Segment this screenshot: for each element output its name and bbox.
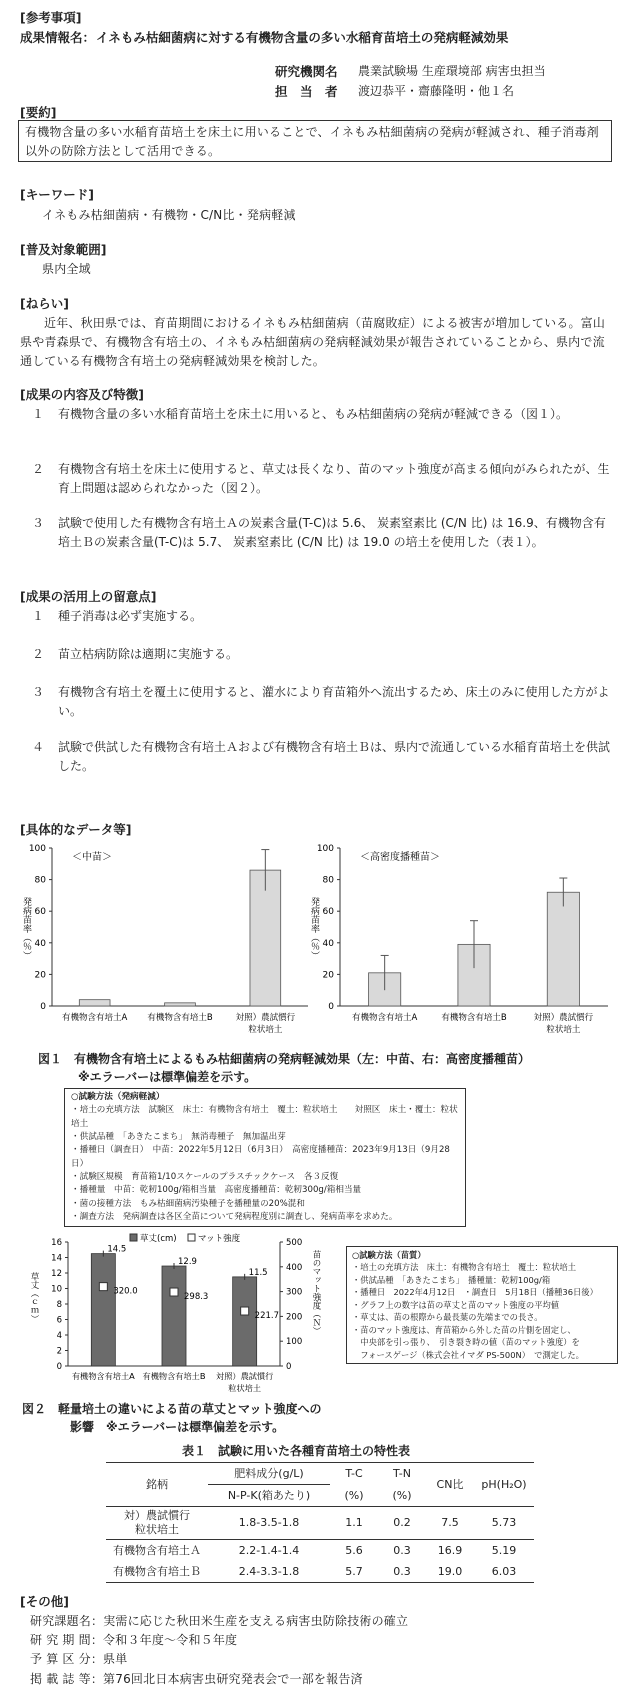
- y-axis-label: 発病苗率（％）: [309, 897, 319, 960]
- other-label: 予 算 区 分：: [30, 1652, 104, 1667]
- legend-swatch: [130, 1234, 137, 1241]
- results-item-3: [32, 514, 612, 551]
- table-row: [106, 1561, 534, 1583]
- y-tick-label: 80: [322, 875, 334, 886]
- y-tick-label: 20: [34, 970, 46, 981]
- fig2-method-line: ・苗のマット強度は、育苗箱から外した苗の片側を固定し、: [352, 1324, 576, 1335]
- org-label: 研究機関名: [275, 64, 338, 79]
- aim-text: 近年、秋田県では、育苗期間におけるイネもみ枯細菌病（苗腐敗症）による被害が増加している。富山県や青森県で、有機物含有培土の、イネもみ枯細菌病の発病軽減効果が報告されていることから、県内で流通している有機物含有培土の発病軽減効果を検討した。: [20, 316, 606, 369]
- y2-tick-label: 200: [286, 1312, 303, 1323]
- x-tick-label: 対照）農試慣行: [216, 1371, 274, 1381]
- y-tick-label: 0: [40, 1002, 46, 1012]
- notes-item-3: [32, 683, 612, 720]
- table1-cell-tn: 0.2: [393, 1516, 411, 1530]
- fig2-method-line: ・草丈は、苗の根際から最長葉の先端までの長さ。: [352, 1312, 543, 1323]
- other-label: 掲 載 誌 等：: [30, 1671, 104, 1686]
- table1-header-fert: 肥料成分(g/L): [208, 1463, 330, 1485]
- y-tick-label: 60: [34, 907, 46, 918]
- table1-header-ph: pH(H₂O): [481, 1478, 527, 1492]
- table1-cell-ph: 6.03: [491, 1564, 517, 1578]
- y-tick-label: 0: [328, 1002, 334, 1012]
- other-lines: [30, 1612, 408, 1689]
- title-label: 成果情報名：: [20, 30, 96, 45]
- other-label: 研 究 期 間：: [30, 1633, 104, 1648]
- y-tick-label: 8: [56, 1300, 62, 1310]
- table1-caption: 表１ 試験に用いた各種育苗培土の特性表: [182, 1444, 411, 1458]
- fig2-method-line: ・播種日 2022年4月12日 ・調査日 5月18日（播種36日後）: [352, 1287, 598, 1298]
- bar: [165, 1003, 196, 1006]
- fig1-caption-note: ※エラーバーは標準偏差を示す。: [78, 1070, 257, 1084]
- summary-heading: [要約]: [20, 105, 57, 120]
- y-tick-label: 16: [51, 1238, 62, 1248]
- table1-cell-tc: 5.6: [345, 1543, 363, 1557]
- x-tick-label: 有機物含有培土B: [142, 1371, 206, 1381]
- table1-cell-name-line1: 対）農試慣行: [124, 1509, 190, 1523]
- y-tick-label: 100: [316, 844, 334, 854]
- summary-box: [18, 120, 612, 162]
- table1-header-tn: T-N: [393, 1467, 411, 1481]
- summary-text: 有機物含量の多い水稲育苗培土を床土に用いることで、イネもみ枯細菌病の発病が軽減され、種子消毒剤以外の防除方法として活用できる。: [25, 125, 599, 159]
- table1-cell-tc: 5.7: [345, 1564, 363, 1578]
- results-item-text: 有機物含有培土を床土に使用すると、草丈は長くなり、苗のマット強度が高まる傾向がみられたが、生育上問題は認められなかった（図２）。: [58, 462, 610, 495]
- table1-cell-ph: 5.19: [491, 1543, 517, 1557]
- fig1-method-line: ・試験区規模 育苗箱1/10スケールのプラスチックケース 各３反復: [71, 1171, 339, 1182]
- other-value: 実需に応じた秋田米生産を支える病害虫防除技術の確立: [103, 1614, 409, 1628]
- keywords-heading: [キーワード]: [20, 187, 94, 202]
- bar: [162, 1266, 186, 1366]
- other-label: 研究課題名：: [30, 1614, 104, 1628]
- table1-header-name: 銘柄: [146, 1478, 168, 1492]
- fig2-method-title: ○試験方法（苗質）: [352, 1250, 426, 1260]
- results-item-2: [32, 460, 612, 497]
- x-tick-label: 有機物含有培土B: [147, 1013, 213, 1023]
- marker: [170, 1288, 178, 1296]
- other-value: 県単: [103, 1652, 128, 1667]
- data-label: 12.9: [178, 1257, 197, 1268]
- notes-item-1: [32, 607, 612, 626]
- y2-tick-label: 400: [286, 1262, 303, 1273]
- y-axis-label: 草丈（ｃｍ）: [29, 1272, 39, 1323]
- page-title: イネもみ枯細菌病に対する有機物含量の多い水稲育苗培土の発病軽減効果: [96, 30, 509, 45]
- other-value: 第76回北日本病害虫研究発表会で一部を報告済: [103, 1671, 363, 1686]
- notes-item-text: 有機物含有培土を覆土に使用すると、灌水により育苗箱外へ流出するため、床土のみに使用した方がよい。: [58, 685, 610, 718]
- y-tick-label: 40: [322, 938, 334, 949]
- y-tick-label: 10: [51, 1284, 62, 1295]
- data-heading: [具体的なデータ等]: [20, 822, 132, 837]
- keywords-text: イネもみ枯細菌病・有機物・C/N比・発病軽減: [42, 208, 296, 222]
- y2-tick-label: 300: [286, 1287, 303, 1298]
- x-tick-label: 対照）農試慣行: [533, 1013, 594, 1023]
- notes-heading: [成果の活用上の留意点]: [20, 589, 157, 604]
- bar: [547, 892, 579, 1006]
- y-tick-label: 0: [56, 1362, 62, 1372]
- fig2-method-line: フォースゲージ（株式会社イマダ PS-500N） で測定した。: [352, 1349, 584, 1360]
- results-item-text: 試験で使用した有機物含有培土Ａの炭素含量(T-C)は 5.6、 炭素窒素比 (C/N 比) は 16.9、有機物含有培土Ｂの炭素含量(T-C)は 5.7、 炭素窒素比 (C/N 比) は 19.0 の培土を使用した（表１）。: [58, 516, 606, 549]
- notes-item-2: [32, 645, 612, 664]
- org-name: 農業試験場 生産環境部 病害虫担当: [358, 64, 546, 78]
- data-label: 298.3: [184, 1292, 209, 1303]
- scope-heading: [普及対象範囲]: [20, 242, 107, 257]
- table1-cell-tc: 1.1: [345, 1516, 363, 1530]
- fig1-method-line: ・播種量 中苗：乾籾100g/箱相当量 高密度播種苗：乾籾300g/箱相当量: [71, 1185, 362, 1196]
- table1-cell-fert: 2.2-1.4-1.4: [238, 1543, 300, 1557]
- results-item-number: ３: [32, 516, 45, 530]
- fig2-caption-note: 影響 ※エラーバーは標準偏差を示す。: [70, 1420, 285, 1434]
- bar: [91, 1254, 115, 1366]
- table1-cell-fert: 1.8-3.5-1.8: [238, 1516, 300, 1530]
- person-label: 担 当 者: [275, 84, 338, 99]
- table1-cell-cn: 19.0: [437, 1564, 463, 1578]
- y-tick-label: 40: [34, 938, 46, 949]
- y-tick-label: 60: [322, 907, 334, 918]
- notes-item-number: ４: [32, 740, 45, 754]
- person-names: 渡辺恭平・齋藤隆明・他１名: [358, 84, 515, 98]
- y-tick-label: 100: [28, 844, 46, 854]
- results-item-text: 有機物含量の多い水稲育苗培土を床土に用いると、もみ枯細菌病の発病が軽減できる（図１）。: [58, 407, 569, 421]
- data-label: 320.0: [113, 1286, 138, 1297]
- y-tick-label: 2: [56, 1346, 62, 1357]
- table1-cell-cn: 16.9: [437, 1543, 463, 1557]
- notes-item-text: 苗立枯病防除は適期に実施する。: [58, 647, 239, 661]
- y-tick-label: 80: [34, 875, 46, 886]
- results-item-number: ２: [32, 462, 45, 476]
- fig1-method-line: ・培土の充填方法 試験区 床土：有機物含有培土 覆土：粒状培土 対照区 床土・覆土：粒状培土: [71, 1105, 458, 1129]
- marker: [241, 1307, 249, 1315]
- fig1-method-box: [64, 1088, 466, 1227]
- y-tick-label: 4: [56, 1331, 62, 1341]
- results-heading: [成果の内容及び特徴]: [20, 387, 144, 402]
- y-tick-label: 14: [51, 1253, 62, 1264]
- x-tick-label: 粒状培土: [546, 1025, 581, 1035]
- y-tick-label: 12: [51, 1269, 62, 1279]
- table1-cell-tn: 0.3: [393, 1543, 411, 1557]
- fig1-chart-left: [18, 838, 318, 1043]
- x-tick-label: 有機物含有培土A: [62, 1013, 128, 1023]
- table1-header-tc: T-C: [345, 1467, 363, 1481]
- y-tick-label: 6: [56, 1315, 62, 1326]
- table1-header-fert-sub: N-P-K(箱あたり): [227, 1489, 311, 1503]
- table-row: [106, 1539, 534, 1561]
- notes-item-number: ２: [32, 647, 45, 661]
- y2-tick-label: 0: [286, 1362, 292, 1372]
- data-label: 221.7: [254, 1311, 280, 1322]
- bar: [79, 1000, 110, 1006]
- table1-cell-ph: 5.73: [491, 1516, 517, 1530]
- table1-header-tn-unit: (%): [392, 1488, 412, 1502]
- fig1-caption: 図１ 有機物含有培土によるもみ枯細菌病の発病軽減効果（左：中苗、右：高密度播種苗）: [38, 1052, 531, 1066]
- data-label: 14.5: [107, 1244, 127, 1255]
- table1-cell-name-line2: 粒状培土: [135, 1522, 179, 1536]
- other-value: 令和３年度～令和５年度: [103, 1633, 238, 1648]
- fig2-method-line: ・培土の充填方法 床土：有機物含有培土 覆土：粒状培土: [352, 1262, 577, 1273]
- notes-item-number: ３: [32, 685, 45, 699]
- fig1-method-line: ・調査方法 発病調査は各区全苗について発病程度別に調査し、発病苗率を求めた。: [71, 1211, 398, 1222]
- y-axis-label: 発病苗率（％）: [21, 897, 31, 960]
- legend-label: 草丈(cm): [140, 1234, 177, 1244]
- reference-tag: [参考事項]: [20, 10, 82, 25]
- legend-swatch: [188, 1234, 195, 1241]
- table1: [106, 1462, 534, 1583]
- chart-title: ＜高密度播種苗＞: [360, 852, 440, 863]
- fig2-method-line: 中央部を引っ張り、 引き裂き時の値（苗のマット強度）を: [352, 1337, 580, 1348]
- other-heading: [その他]: [20, 1594, 69, 1609]
- chart-title: ＜中苗＞: [72, 852, 112, 863]
- table-row: [106, 1507, 534, 1540]
- y-tick-label: 20: [322, 970, 334, 981]
- notes-item-4: [32, 738, 612, 775]
- notes-item-text: 種子消毒は必ず実施する。: [58, 609, 203, 623]
- fig1-method-line: ・菌の接種方法 もみ枯細菌病汚染種子を播種量の20%混和: [71, 1198, 305, 1209]
- y2-tick-label: 100: [286, 1337, 303, 1348]
- notes-item-number: １: [32, 609, 45, 623]
- fig2-caption: 図２ 軽量培土の違いによる苗の草丈とマット強度への: [22, 1402, 322, 1416]
- fig2-method-line: ・供試品種 「あきたこまち」 播種量：乾籾100g/箱: [352, 1274, 551, 1285]
- x-tick-label: 粒状培土: [228, 1383, 262, 1393]
- y2-axis-label: 苗のマット強度（Ｎ）: [311, 1250, 321, 1335]
- fig1-method-line: ・供試品種 「あきたこまち」 無消毒種子 無加温出芽: [71, 1131, 286, 1142]
- table1-cell-name: 有機物含有培土Ｂ: [113, 1564, 201, 1578]
- fig1-method-title: ○試験方法（発病軽減）: [71, 1092, 165, 1102]
- fig1-chart-right: [309, 838, 622, 1043]
- table1-cell-fert: 2.4-3.3-1.8: [238, 1564, 300, 1578]
- fig2-method-box: [346, 1246, 618, 1364]
- fig2-method-line: ・グラフ上の数字は苗の草丈と苗のマット強度の平均値: [352, 1299, 560, 1310]
- table1-header-tc-unit: (%): [344, 1488, 364, 1502]
- marker: [99, 1283, 107, 1291]
- x-tick-label: 粒状培土: [248, 1025, 283, 1035]
- bar: [233, 1277, 257, 1366]
- x-tick-label: 対照）農試慣行: [235, 1013, 296, 1023]
- results-item-1: [32, 405, 612, 424]
- fig1-method-line: ・播種日（調査日） 中苗：2022年5月12日（6月3日） 高密度播種苗：2023年9月13日（9月28日）: [71, 1145, 450, 1169]
- aim-heading: [ねらい]: [20, 296, 69, 311]
- notes-item-text: 試験で供試した有機物含有培土Ａおよび有機物含有培土Ｂは、県内で流通している水稲育苗培土を供試した。: [58, 740, 611, 773]
- scope-text: 県内全域: [42, 262, 91, 276]
- x-tick-label: 有機物含有培土A: [352, 1013, 418, 1023]
- x-tick-label: 有機物含有培土A: [71, 1371, 135, 1381]
- y2-tick-label: 500: [286, 1238, 303, 1248]
- results-item-number: １: [32, 407, 45, 421]
- x-tick-label: 有機物含有培土B: [441, 1013, 507, 1023]
- table1-cell-tn: 0.3: [393, 1564, 411, 1578]
- fig2-chart: [18, 1230, 358, 1400]
- data-label: 11.5: [248, 1267, 268, 1278]
- table1-header-cn: CN比: [436, 1478, 464, 1492]
- table1-cell-name: 有機物含有培土Ａ: [113, 1543, 201, 1557]
- legend-label: マット強度: [198, 1234, 241, 1244]
- table1-cell-cn: 7.5: [441, 1516, 459, 1530]
